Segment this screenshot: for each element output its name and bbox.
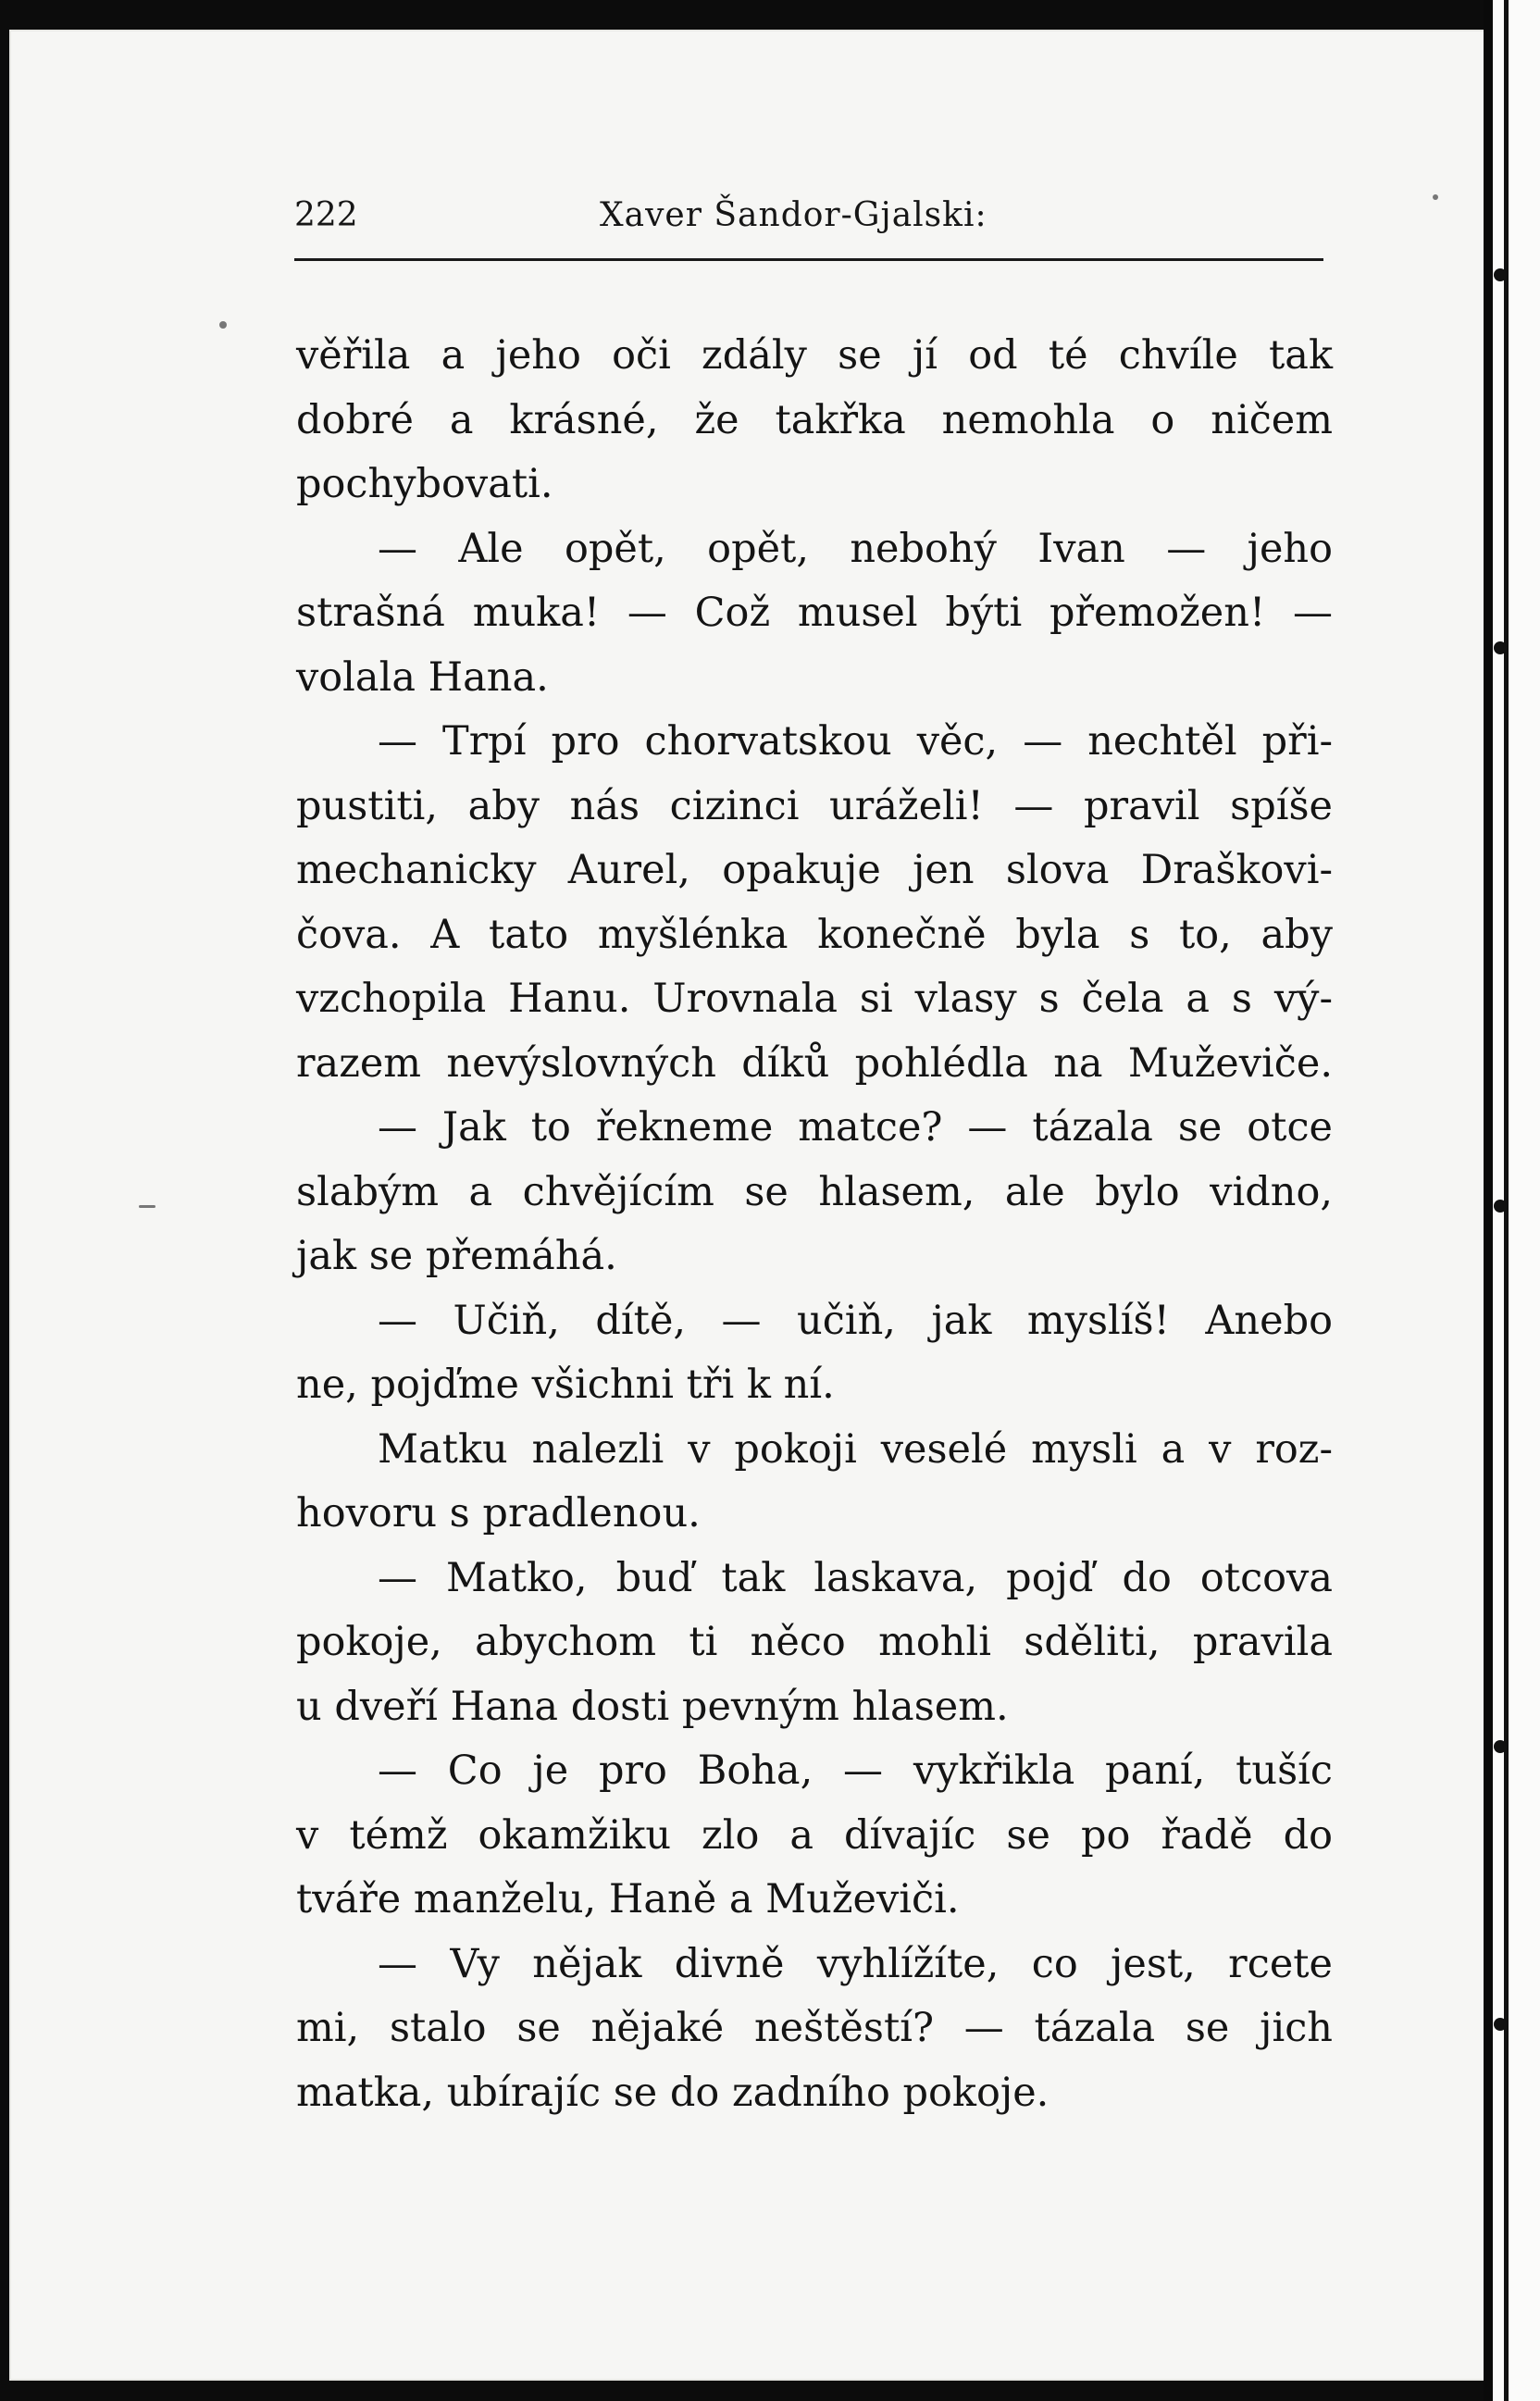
text-line: — Jak to řekneme matce? — tázala se otce xyxy=(378,1104,1333,1151)
paper-speck xyxy=(219,321,227,329)
text-line: — Vy nějak divně vyhlížíte, co jest, rcete xyxy=(378,1940,1333,1987)
page-header xyxy=(294,196,1322,252)
text-line: jak se přemáhá. xyxy=(296,1233,617,1279)
text-line: čova. A tato myšlénka konečně byla s to, aby xyxy=(296,911,1333,958)
text-line: tváře manželu, Haně a Muževiči. xyxy=(296,1876,960,1922)
text-line: dobré a krásné, že takřka nemohla o ničem xyxy=(296,396,1333,443)
body-text xyxy=(296,324,1333,2125)
text-line: v témž okamžiku zlo a dívajíc se po řadě do xyxy=(296,1811,1333,1859)
text-line: pochybovati. xyxy=(296,461,553,507)
edge-mark xyxy=(1494,268,1507,281)
text-line: hovoru s pradlenou. xyxy=(296,1490,701,1536)
text-line: razem nevýslovných díků pohlédla na Muževiče. xyxy=(296,1039,1333,1087)
text-line: — Matko, buď tak laskava, pojď do otcova xyxy=(378,1554,1333,1601)
text-line: ne, pojďme všichni tři k ní. xyxy=(296,1362,835,1408)
running-head: Xaver Šandor-Gjalski: xyxy=(600,196,987,234)
text-line: — Učiň, dítě, — učiň, jak myslíš! Anebo xyxy=(378,1297,1333,1344)
scan-border xyxy=(1484,0,1493,2401)
edge-mark xyxy=(1494,641,1507,654)
paper-speck xyxy=(1433,194,1438,200)
text-line: — Trpí pro chorvatskou věc, — nechtěl při- xyxy=(378,718,1333,765)
header-rule xyxy=(294,258,1323,261)
paper-speck xyxy=(139,1205,155,1208)
text-line: Matku nalezli v pokoji veselé mysli a v roz- xyxy=(378,1425,1333,1473)
page-number: 222 xyxy=(294,196,358,234)
text-line: slabým a chvějícím se hlasem, ale bylo vidno, xyxy=(296,1168,1333,1215)
text-line: — Ale opět, opět, nebohý Ivan — jeho xyxy=(378,525,1333,572)
text-line: u dveří Hana dosti pevným hlasem. xyxy=(296,1683,1009,1730)
edge-mark xyxy=(1494,2018,1507,2031)
edge-mark xyxy=(1494,1740,1507,1753)
text-line: pokoje, abychom ti něco mohli sděliti, pravila xyxy=(296,1619,1333,1665)
text-line: věřila a jeho oči zdály se jí od té chvíle tak xyxy=(296,332,1333,379)
text-line: matka, ubírajíc se do zadního pokoje. xyxy=(296,2069,1049,2116)
text-line: vzchopila Hanu. Urovnala si vlasy s čela a s vý- xyxy=(296,976,1333,1022)
text-line: mi, stalo se nějaké neštěstí? — tázala se jich xyxy=(296,2005,1333,2051)
text-line: volala Hana. xyxy=(296,653,549,701)
text-line: pustiti, aby nás cizinci uráželi! — pravil spíše xyxy=(296,782,1333,829)
text-line: — Co je pro Boha, — vykřikla paní, tušíc xyxy=(378,1748,1333,1794)
text-line: mechanicky Aurel, opakuje jen slova Draškovi- xyxy=(296,847,1333,893)
edge-mark xyxy=(1494,1200,1507,1213)
text-line: strašná muka! — Což musel býti přemožen! — xyxy=(296,590,1333,636)
